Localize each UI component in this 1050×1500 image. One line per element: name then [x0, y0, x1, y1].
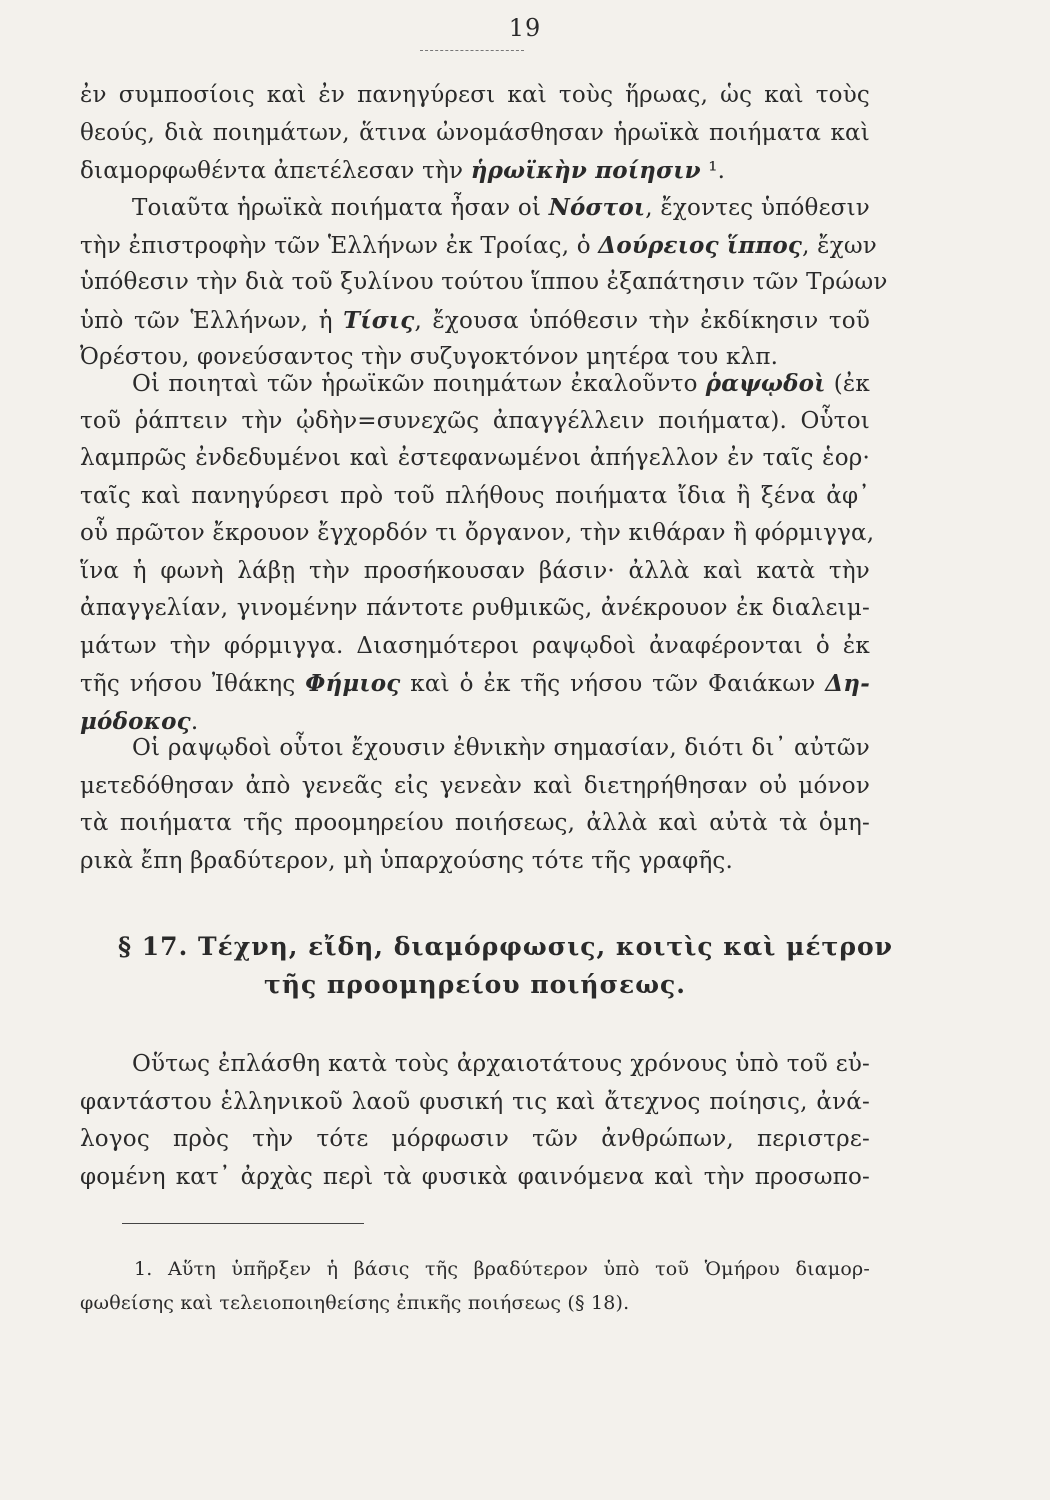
top-divider [420, 50, 524, 51]
text-line: ὑπὸ τῶν Ἑλλήνων, ἡ Τίσις, ἔχουσα ὑπόθεσιν τὴν ἐκδίκησιν τοῦ [80, 306, 870, 334]
text-line: Οὕτως ἐπλάσθη κατὰ τοὺς ἀρχαιοτάτους χρόνους ὑπὸ τοῦ εὐ- [132, 1051, 870, 1077]
paragraph-5 [80, 1046, 870, 1196]
footnote-line: 1. Αὕτη ὑπῆρξεν ἡ βάσις τῆς βραδύτερον ὑπὸ τοῦ Ὁμήρου διαμορ- [134, 1258, 870, 1280]
text-line: Οἱ ραψῳδοὶ οὗτοι ἔχουσιν ἐθνικὴν σημασίαν, διότι δι᾿ αὐτῶν [132, 735, 870, 761]
text-line: λαμπρῶς ἐνδεδυμένοι καὶ ἐστεφανωμένοι ἀπήγελλον ἐν ταῖς ἑορ· [80, 445, 870, 471]
text-line: ρικὰ ἔπη βραδύτερον, μὴ ὑπαρχούσης τότε τῆς γραφῆς. [80, 847, 734, 874]
text-line: φομένη κατ᾿ ἀρχὰς περὶ τὰ φυσικὰ φαινόμενα καὶ τὴν προσωπο- [80, 1163, 870, 1190]
text-line: ὑπόθεσιν τὴν διὰ τοῦ ξυλίνου τούτου ἵππου ἐξαπάτησιν τῶν Τρώων [80, 269, 888, 295]
paragraph-1 [80, 77, 870, 190]
text-line: ἵνα ἡ φωνὴ λάβῃ τὴν προσήκουσαν βάσιν· ἀλλὰ καὶ κατὰ τὴν [80, 557, 870, 584]
text-line: φαντάστου ἑλληνικοῦ λαοῦ φυσική τις καὶ ἄτεχνος ποίησις, ἀνά- [80, 1088, 870, 1115]
text-line: λογος πρὸς τὴν τότε μόρφωσιν τῶν ἀνθρώπων, περιστρε- [80, 1126, 870, 1152]
text-line: τὰ ποιήματα τῆς προομηρείου ποιήσεως, ἀλλὰ καὶ αὐτὰ τὰ ὁμη- [80, 810, 870, 836]
text-line: ἀπαγγελίαν, γινομένην πάντοτε ρυθμικῶς, ἀνέκρουον ἐκ διαλειμ- [80, 595, 870, 621]
page-number: 19 [508, 14, 542, 42]
text-line: μετεδόθησαν ἀπὸ γενεᾶς εἰς γενεὰν καὶ διετηρήθησαν οὐ μόνον [80, 772, 870, 799]
emphasis-term: Τίσις [343, 306, 415, 334]
text-line: οὗ πρῶτον ἔκρουον ἔγχορδόν τι ὄργανον, τὴν κιθάραν ἢ φόρμιγγα, [80, 520, 875, 546]
emphasis-term: Φήμιος [305, 670, 401, 697]
section-heading [118, 928, 893, 1004]
text-line: ταῖς καὶ πανηγύρεσι πρὸ τοῦ πλήθους ποιήματα ἴδια ἢ ξένα ἀφ᾿ [80, 482, 870, 509]
footnote [80, 1252, 870, 1320]
emphasis-term: μόδοκος [80, 707, 191, 735]
footnote-divider [122, 1223, 364, 1224]
emphasis-term: ῥαψῳδοὶ [705, 370, 826, 397]
text-line: μάτων τὴν φόρμιγγα. Διασημότεροι ραψῳδοὶ ἀναφέρονται ὁ ἐκ [80, 632, 870, 659]
emphasis-term: Δούρειος ἵππος [598, 231, 803, 259]
text-line: τὴν ἐπιστροφὴν τῶν Ἑλλήνων ἐκ Τροίας, ὁ Δούρειος ἵππος, ἔχων [80, 231, 877, 259]
paragraph-4 [80, 730, 870, 880]
text-line: τοῦ ῥάπτειν τὴν ᾠδὴν=συνεχῶς ἀπαγγέλλειν ποιήματα). Οὗτοι [80, 407, 870, 434]
text-line: διαμορφωθέντα ἀπετέλεσαν τὴν ἡρωϊκὴν ποίησιν ¹. [80, 157, 726, 184]
text-line: ἐν συμποσίοις καὶ ἐν πανηγύρεσι καὶ τοὺς ἥρωας, ὡς καὶ τοὺς [80, 82, 870, 108]
emphasis-term: Δη- [825, 670, 870, 697]
text-line: Τοιαῦτα ἡρωϊκὰ ποιήματα ἦσαν οἱ Νόστοι, ἔχοντες ὑπόθεσιν [132, 194, 870, 221]
text-line: Οἱ ποιηταὶ τῶν ἡρωϊκῶν ποιημάτων ἐκαλοῦντο ῥαψῳδοὶ (ἐκ [132, 370, 870, 397]
section-heading-line: § 17. Τέχνη, εἴδη, διαμόρφωσις, κοιτὶς καὶ μέτρον [118, 932, 893, 961]
text-line: Ὀρέστου, φονεύσαντος τὴν συζυγοκτόνον μητέρα του κλπ. [80, 344, 779, 370]
text-line: τῆς νήσου Ἰθάκης Φήμιος καὶ ὁ ἐκ τῆς νήσου τῶν Φαιάκων Δη- [80, 670, 870, 697]
emphasis-term: ἡρωϊκὴν ποίησιν [470, 157, 701, 184]
text-line: μόδοκος. [80, 707, 199, 735]
paragraph-3 [80, 365, 875, 740]
paragraph-2 [80, 189, 888, 377]
section-heading-line: τῆς προομηρείου ποιήσεως. [264, 970, 686, 999]
text-line: θεούς, διὰ ποιημάτων, ἅτινα ὠνομάσθησαν ἡρωϊκὰ ποιήματα καὶ [80, 119, 870, 146]
emphasis-term: Νόστοι [548, 194, 646, 221]
footnote-line: φωθείσης καὶ τελειοποιηθείσης ἐπικῆς ποιήσεως (§ 18). [80, 1292, 630, 1314]
